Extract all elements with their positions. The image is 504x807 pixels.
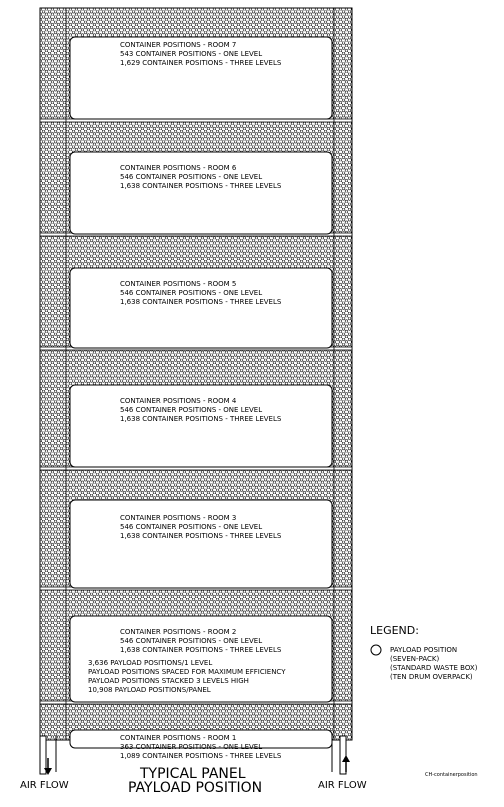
room-count-line: 546 CONTAINER POSITIONS - ONE LEVEL (120, 523, 263, 531)
room-count-line: 1,638 CONTAINER POSITIONS - THREE LEVELS (120, 532, 282, 540)
drawing-credit: CH-containerposition (425, 772, 478, 778)
room-title: CONTAINER POSITIONS - ROOM 6 (120, 164, 237, 172)
payload-position-icon (371, 645, 381, 655)
room-count-line: 1,629 CONTAINER POSITIONS - THREE LEVELS (120, 59, 282, 67)
legend-line: (STANDARD WASTE BOX) (390, 664, 478, 672)
room-count-line: 546 CONTAINER POSITIONS - ONE LEVEL (120, 637, 263, 645)
legend-line: PAYLOAD POSITION (390, 646, 458, 654)
room-title: CONTAINER POSITIONS - ROOM 4 (120, 397, 237, 405)
legend-line: (TEN DRUM OVERPACK) (390, 673, 473, 681)
room-title: CONTAINER POSITIONS - ROOM 7 (120, 41, 237, 49)
room-title: CONTAINER POSITIONS - ROOM 2 (120, 628, 237, 636)
room-count-line: 363 CONTAINER POSITIONS - ONE LEVEL (120, 743, 263, 751)
room-count-line: 546 CONTAINER POSITIONS - ONE LEVEL (120, 289, 263, 297)
legend-title: LEGEND: (370, 624, 419, 637)
room-title: CONTAINER POSITIONS - ROOM 1 (120, 734, 237, 742)
summary-line: PAYLOAD POSITIONS SPACED FOR MAXIMUM EFFICIENCY (88, 668, 286, 676)
room-count-line: 546 CONTAINER POSITIONS - ONE LEVEL (120, 406, 263, 414)
room-count-line: 1,638 CONTAINER POSITIONS - THREE LEVELS (120, 298, 282, 306)
room-title: CONTAINER POSITIONS - ROOM 3 (120, 514, 237, 522)
air-flow-left-label: AIR FLOW (20, 780, 69, 791)
summary-line: 10,908 PAYLOAD POSITIONS/PANEL (88, 686, 211, 694)
caption-line-1: TYPICAL PANEL (140, 766, 246, 782)
air-flow-right-label: AIR FLOW (318, 780, 367, 791)
summary-line: 3,636 PAYLOAD POSITIONS/1 LEVEL (88, 659, 213, 667)
room-count-line: 1,638 CONTAINER POSITIONS - THREE LEVELS (120, 182, 282, 190)
summary-line: PAYLOAD POSITIONS STACKED 3 LEVELS HIGH (88, 677, 249, 685)
caption-line-2: PAYLOAD POSITION (128, 780, 263, 796)
room-count-line: 1,089 CONTAINER POSITIONS - THREE LEVELS (120, 752, 282, 760)
legend (370, 624, 478, 681)
room-count-line: 543 CONTAINER POSITIONS - ONE LEVEL (120, 50, 263, 58)
legend-line: (SEVEN-PACK) (390, 655, 440, 663)
room-count-line: 1,638 CONTAINER POSITIONS - THREE LEVELS (120, 415, 282, 423)
room-title: CONTAINER POSITIONS - ROOM 5 (120, 280, 237, 288)
room-count-line: 1,638 CONTAINER POSITIONS - THREE LEVELS (120, 646, 282, 654)
room-count-line: 546 CONTAINER POSITIONS - ONE LEVEL (120, 173, 263, 181)
